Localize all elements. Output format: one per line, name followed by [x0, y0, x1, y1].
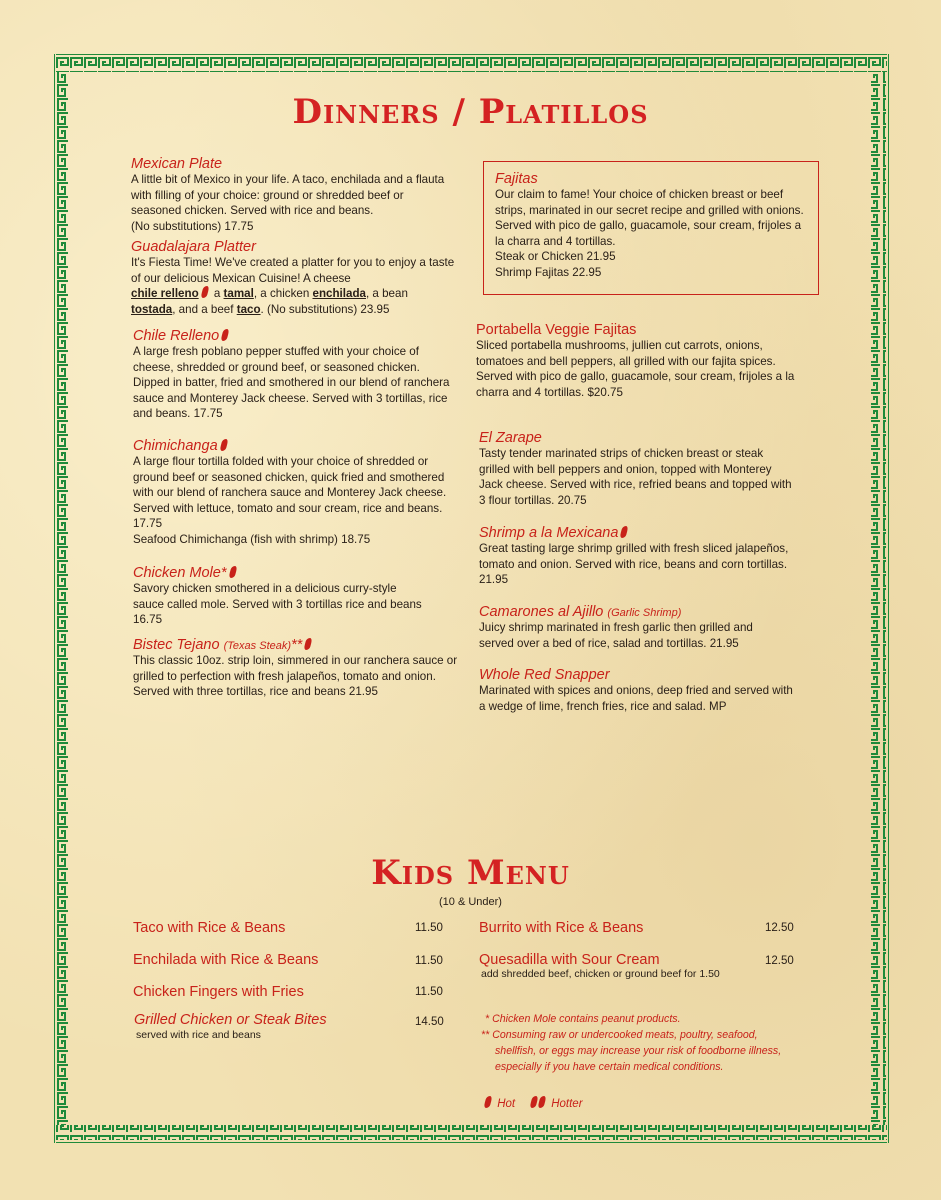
item-name: Whole Red Snapper — [479, 667, 610, 683]
item-name — [479, 525, 789, 541]
menu-item-camarones-ajillo — [479, 604, 789, 651]
item-name: Mexican Plate — [131, 156, 223, 172]
item-extra: (No substitutions) 17.75 — [131, 219, 254, 233]
pepper-icon — [219, 439, 228, 451]
item-description: Great tasting large shrimp grilled with fresh sliced jalapeños, tomato and onion. Served with rice, beans and corn tortillas. 21.95 — [479, 542, 789, 587]
note-raw-2: shellfish, or eggs may increase your risk of foodborne illness, — [495, 1045, 782, 1057]
kid-item-note: add shredded beef, chicken or ground beef for 1.50 — [481, 968, 720, 980]
item-description: Sliced portabella mushrooms, jullien cut carrots, onions, tomatoes and bell peppers, all grilled with our fajita spices. Served with pico de gallo, guacamole, sour cream, frijoles a la charra and 4 tortillas. $20.75 — [476, 339, 795, 399]
kids-subtitle: (10 & Under) — [439, 896, 502, 908]
kid-item-price: 11.50 — [415, 922, 443, 934]
double-pepper-icon — [528, 1098, 548, 1110]
item-description: Marinated with spices and onions, deep fried and served with a wedge of lime, french fries, rice and salad. MP — [479, 684, 793, 713]
menu-item-guadalajara-platter — [131, 239, 456, 317]
kid-item-price: 12.50 — [765, 922, 794, 934]
link-tostada: tostada — [131, 302, 173, 316]
desc-text: , a bean — [365, 287, 408, 301]
desc-text: It's Fiesta Time! We've created a platter for you to enjoy a taste of our delicious Mexican Cuisine! A cheese — [131, 256, 455, 285]
item-description: A little bit of Mexico in your life. A taco, enchilada and a flauta with filling of your choice: ground or shredded beef or seasoned chicken. Served with rice and beans. — [131, 173, 445, 218]
desc-text: . (No substitutions) 23.95 — [260, 302, 390, 316]
item-name-text: Camarones al Ajillo — [479, 604, 604, 620]
item-description: Juicy shrimp marinated in fresh garlic then grilled and served over a bed of rice, salad and tortillas. 21.95 — [479, 621, 753, 650]
menu-item-portabella-fajitas — [476, 322, 796, 400]
menu-item-chile-relleno — [133, 328, 453, 422]
item-name — [133, 565, 423, 581]
item-description: Savory chicken smothered in a delicious curry-style sauce called mole. Served with 3 tortillas rice and beans 16.75 — [133, 582, 422, 627]
pepper-icon — [620, 526, 629, 538]
desc-text: a — [210, 287, 224, 301]
item-description — [131, 255, 456, 317]
item-description: A large fresh poblano pepper stuffed with your choice of cheese, shredded or ground beef, or seasoned chicken. Dipped in batter, fried and smothered in our blend of ranchera sauce and Monterey Jack cheese. Served with 3 tortillas, rice and beans. 17.75 — [133, 345, 450, 421]
item-name — [133, 328, 453, 344]
legend-hot-label: Hot — [497, 1098, 516, 1110]
item-name — [479, 604, 789, 620]
kid-item-name: Quesadilla with Sour Cream — [479, 952, 660, 968]
note-peanut: * Chicken Mole contains peanut products. — [485, 1013, 681, 1025]
menu-item-shrimp-mexicana — [479, 525, 789, 588]
link-enchilada: enchilada — [312, 287, 366, 301]
kid-item-price: 14.50 — [415, 1016, 444, 1028]
legend-hotter — [528, 1096, 583, 1110]
item-name — [133, 438, 453, 454]
item-name — [133, 637, 463, 653]
item-stars: ** — [291, 637, 303, 653]
item-subtitle: (Garlic Shrimp) — [607, 607, 682, 619]
kids-title: Kids Menu — [371, 853, 570, 893]
kid-item-name: Chicken Fingers with Fries — [133, 984, 304, 1000]
link-chile-relleno: chile relleno — [131, 287, 199, 301]
link-taco: taco — [236, 302, 261, 316]
kid-item-name: Grilled Chicken or Steak Bites — [134, 1012, 327, 1028]
link-tamal: tamal — [223, 287, 254, 301]
pepper-icon — [483, 1096, 492, 1108]
legend-hot — [482, 1096, 515, 1110]
item-extra: Seafood Chimichanga (fish with shrimp) 18.75 — [133, 532, 371, 546]
item-description: A large flour tortilla folded with your choice of shredded or ground beef or seasoned chicken, quick fried and smothered with our blend of ranchera sauce and Monterey Jack cheese. Served with lettuce, tomato and sour cream, rice and beans. 17.75 — [133, 455, 447, 531]
item-price-2: Shrimp Fajitas 22.95 — [495, 265, 602, 279]
menu-item-mexican-plate — [131, 156, 456, 234]
pepper-icon — [221, 329, 230, 341]
menu-item-bistec-tejano — [133, 637, 463, 700]
menu-item-chimichanga — [133, 438, 453, 548]
legend-hotter-label: Hotter — [551, 1098, 583, 1110]
item-name-text: Bistec Tejano — [133, 637, 220, 653]
pepper-icon — [228, 566, 237, 578]
item-price-1: Steak or Chicken 21.95 — [495, 250, 616, 264]
kid-item-price: 12.50 — [765, 955, 794, 967]
menu-item-el-zarape — [479, 430, 794, 508]
menu-item-chicken-mole — [133, 565, 423, 628]
note-raw-3: especially if you have certain medical conditions. — [495, 1061, 724, 1073]
dinners-title: Dinners / Platillos — [292, 92, 649, 132]
item-name: Fajitas — [495, 171, 538, 187]
kid-item-name: Enchilada with Rice & Beans — [133, 952, 319, 968]
menu-item-red-snapper — [479, 667, 799, 714]
kid-item-name: Burrito with Rice & Beans — [479, 920, 644, 936]
pepper-icon — [200, 286, 209, 298]
item-name-text: Shrimp a la Mexicana — [479, 525, 619, 541]
kid-item-price: 11.50 — [415, 955, 443, 967]
item-description: Tasty tender marinated strips of chicken breast or steak grilled with bell peppers and onion, topped with Monterey Jack cheese. Served with rice, refried beans and topped with 3 flour tortillas. 20.75 — [479, 447, 792, 507]
desc-text: , and a beef — [172, 302, 237, 316]
item-name: Portabella Veggie Fajitas — [476, 322, 637, 338]
note-raw-1: ** Consuming raw or undercooked meats, poultry, seafood, — [481, 1029, 758, 1041]
item-name: Guadalajara Platter — [131, 239, 256, 255]
item-name-text: Chicken Mole* — [133, 565, 227, 581]
menu-item-fajitas — [495, 171, 810, 281]
item-name-text: Chimichanga — [133, 438, 218, 454]
kid-item-note: served with rice and beans — [136, 1029, 261, 1041]
pepper-icon — [304, 638, 313, 650]
item-name-text: Chile Relleno — [133, 328, 220, 344]
item-description: Our claim to fame! Your choice of chicken breast or beef strips, marinated in our secret recipe and grilled with onions. Served with pico de gallo, guacamole, sour cream, frijoles a la charra and 4 tortillas. — [495, 188, 804, 248]
item-description: This classic 10oz. strip loin, simmered in our ranchera sauce or grilled to perfection with fresh jalapeños, tomato and onion. Served with three tortillas, rice and beans 21.95 — [133, 654, 458, 699]
item-subtitle: (Texas Steak) — [223, 640, 292, 652]
desc-text: , a chicken — [253, 287, 313, 301]
item-name: El Zarape — [479, 430, 542, 446]
kid-item-name: Taco with Rice & Beans — [133, 920, 286, 936]
kid-item-price: 11.50 — [415, 986, 443, 998]
